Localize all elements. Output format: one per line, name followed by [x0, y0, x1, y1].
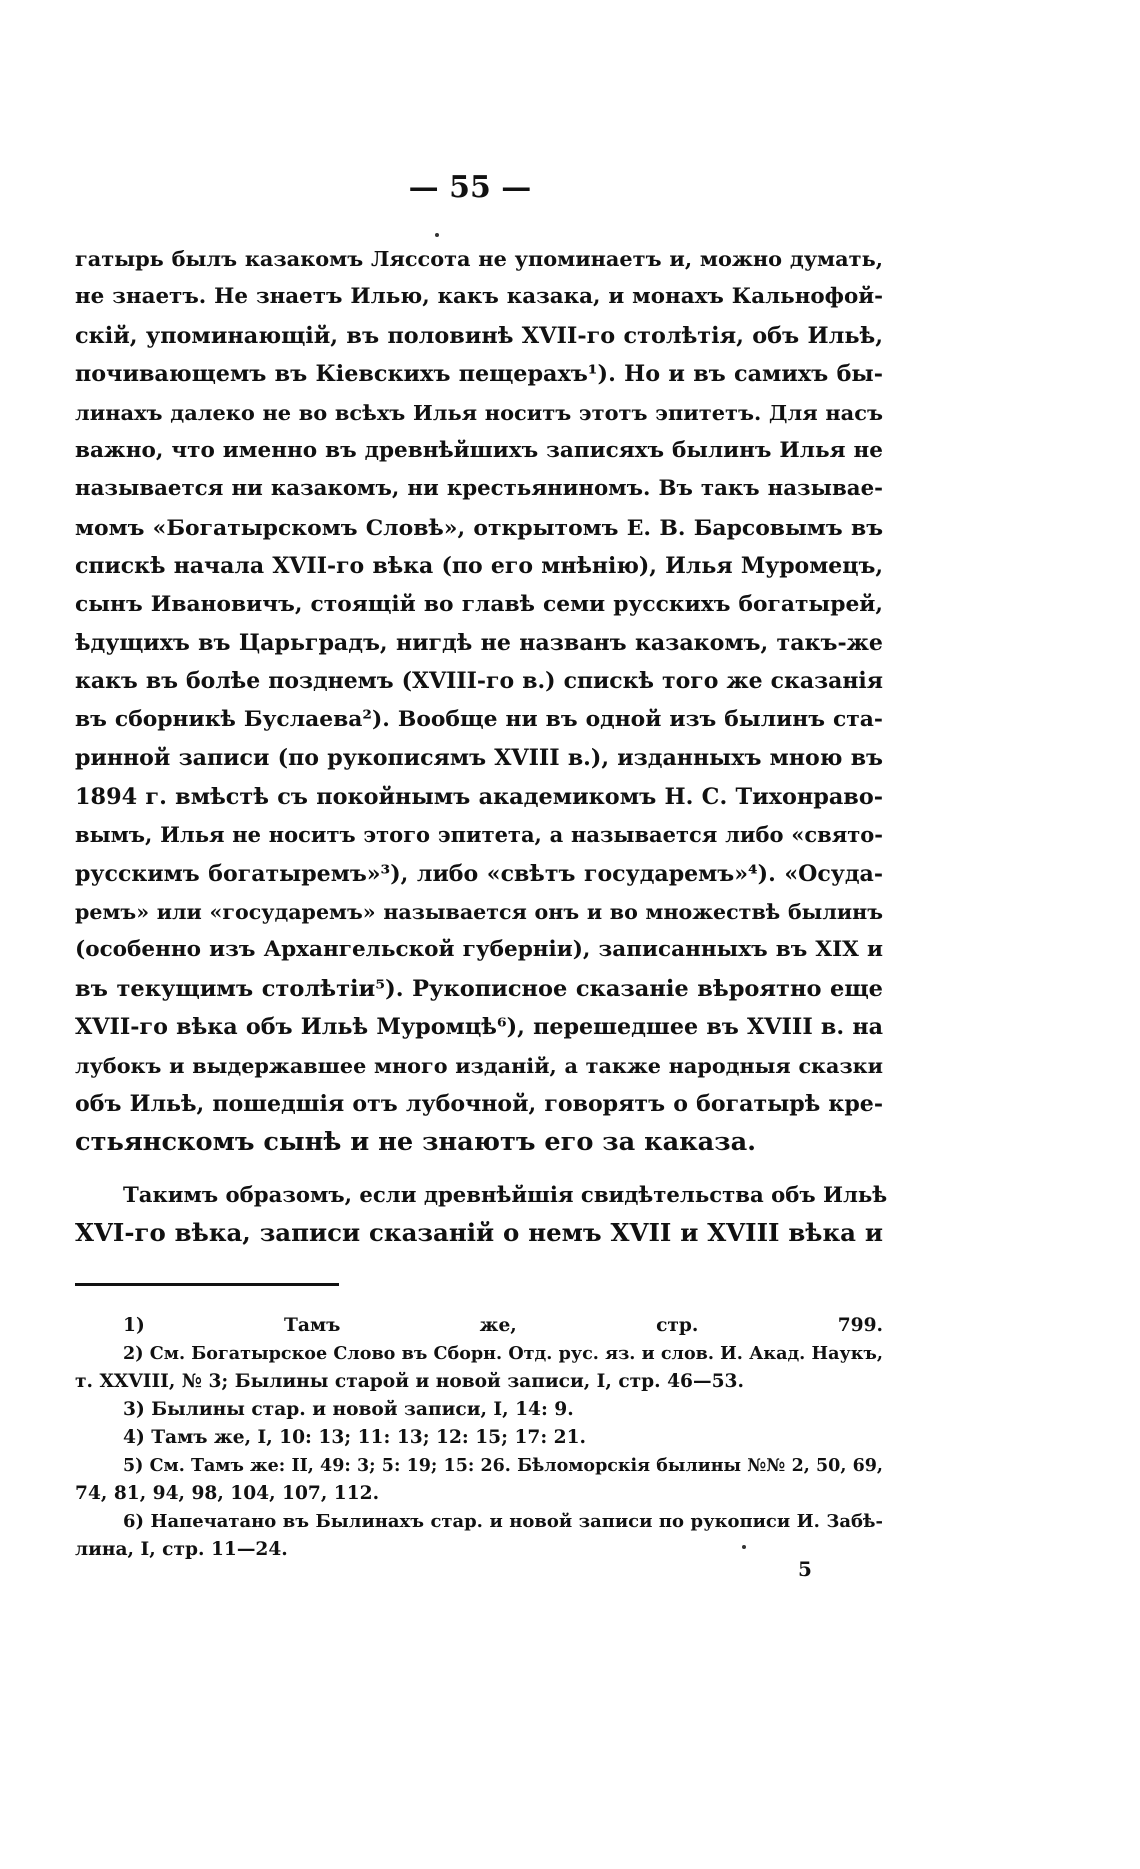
footnote-1 — [75, 1312, 883, 1340]
footnote-4 — [75, 1424, 883, 1452]
footnote-2-cont: т. XXVIII, № 3; Былины старой и новой записи, I, стр. 46—53. — [75, 1371, 744, 1392]
text-line: XVI-го вѣка, записи сказаній о немъ XVII и XVIII вѣка и — [75, 1218, 883, 1248]
speck — [435, 233, 439, 237]
text-line: 1894 г. вмѣстѣ съ покойнымъ академикомъ Н. С. Тихонраво- — [75, 783, 883, 810]
text-line: объ Ильѣ, пошедшія отъ лубочной, говорятъ о богатырѣ кре- — [75, 1090, 883, 1117]
footnotes — [75, 1312, 883, 1564]
text-line: въ сборникѣ Буслаева²). Вообще ни въ одной изъ былинъ ста- — [75, 706, 883, 732]
text-line: гатырь былъ казакомъ Ляссота не упоминаетъ и, можно думать, — [75, 246, 883, 271]
footnote-text: 5) См. Тамъ же: II, 49: 3; 5: 19; 15: 26. Бѣломорскія былины №№ 2, 50, 69, — [123, 1456, 883, 1476]
signature-mark: 5 — [798, 1557, 812, 1581]
text-line: называется ни казакомъ, ни крестьяниномъ. Въ такъ называе- — [75, 476, 883, 502]
text-line: стьянскомъ сынѣ и не знаютъ его за каказа. — [75, 1127, 757, 1158]
footnote-2 — [75, 1340, 883, 1368]
text-line: ремъ» или «государемъ» называется онъ и во множествѣ былинъ — [75, 899, 883, 924]
text-line: сынъ Ивановичъ, стоящій во главѣ семи русскихъ богатырей, — [75, 591, 883, 617]
text-line: лубокъ и выдержавшее много изданій, а также народныя сказки — [75, 1053, 883, 1078]
paragraph-gap — [75, 1162, 883, 1176]
text-line: не знаетъ. Не знаетъ Илью, какъ казака, и монахъ Кальнофой- — [75, 284, 883, 310]
footnote-text: 4) Тамъ же, I, 10: 13; 11: 13; 12: 15; 17: 21. — [123, 1427, 587, 1448]
footnote-text: 1) Тамъ же, стр. 799. — [123, 1315, 883, 1336]
speck — [742, 1545, 746, 1549]
text-line: скій, упоминающій, въ половинѣ XVII-го столѣтія, объ Ильѣ, — [75, 322, 883, 349]
footnote-text: 6) Напечатано въ Былинахъ стар. и новой записи по рукописи И. Забѣ- — [123, 1511, 883, 1532]
page-number: — 55 — — [408, 170, 532, 205]
text-line: спискѣ начала XVII-го вѣка (по его мнѣнію), Илья Муромецъ, — [75, 553, 883, 580]
footnote-6 — [75, 1508, 883, 1536]
text-line: линахъ далеко не во всѣхъ Илья носитъ этотъ эпитетъ. Для насъ — [75, 399, 883, 425]
text-line: важно, что именно въ древнѣйшихъ записяхъ былинъ Илья не — [75, 438, 883, 464]
text-line: ринной записи (по рукописямъ XVIII в.), изданныхъ мною въ — [75, 745, 883, 772]
footnote-text: 2) См. Богатырское Слово въ Сборн. Отд. рус. яз. и слов. И. Акад. Наукъ, — [123, 1344, 883, 1364]
footnote-6-cont: лина, I, стр. 11—24. — [75, 1539, 288, 1560]
text-line: (особенно изъ Архангельской губерніи), записанныхъ въ XIX и — [75, 937, 883, 963]
footnote-5-cont: 74, 81, 94, 98, 104, 107, 112. — [75, 1483, 380, 1504]
text-line: русскимъ богатыремъ»³), либо «свѣтъ государемъ»⁴). «Осуда- — [75, 860, 883, 887]
text-line: XVII-го вѣка объ Ильѣ Муромцѣ⁶), перешедшее въ XVIII в. на — [75, 1014, 883, 1041]
text-line: какъ въ болѣе позднемъ (XVIII-го в.) спискѣ того же сказанія — [75, 668, 883, 695]
footnote-5 — [75, 1452, 883, 1480]
text-line: ѣдущихъ въ Царьградъ, нигдѣ не названъ казакомъ, такъ-же — [75, 630, 883, 657]
text-line: вымъ, Илья не носитъ этого эпитета, а называется либо «свято- — [75, 822, 883, 848]
text-line: почивающемъ въ Кіевскихъ пещерахъ¹). Но и въ самихъ бы- — [75, 361, 883, 388]
text-line: момъ «Богатырскомъ Словѣ», открытомъ Е. В. Барсовымъ въ — [75, 514, 883, 541]
text-line: въ текущимъ столѣтіи⁵). Рукописное сказаніе вѣроятно еще — [75, 975, 883, 1002]
text-line-indented — [75, 1176, 888, 1214]
footnote-3 — [75, 1396, 883, 1424]
footnote-divider — [75, 1283, 339, 1286]
footnote-text: 3) Былины стар. и новой записи, I, 14: 9. — [123, 1399, 574, 1420]
main-text — [75, 240, 888, 1253]
text-line-content: Такимъ образомъ, если древнѣйшія свидѣтельства объ Ильѣ — [123, 1181, 888, 1207]
